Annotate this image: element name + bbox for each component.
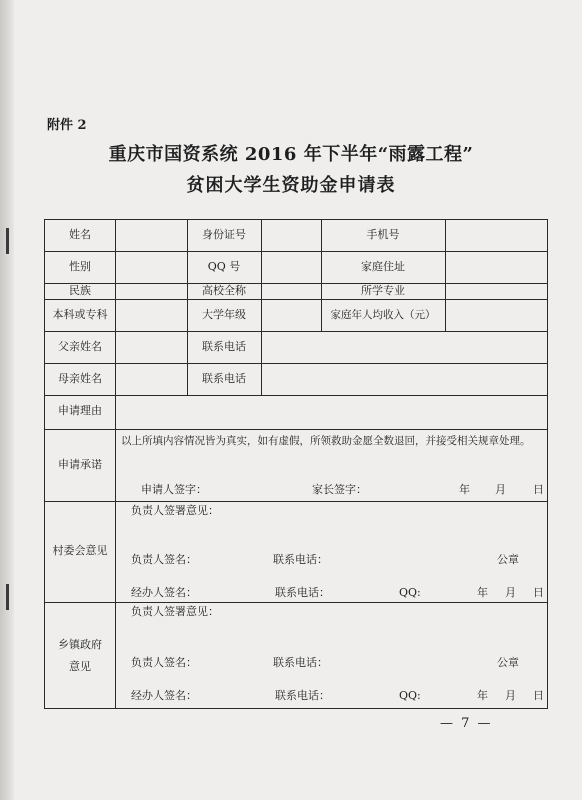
application-form-table (44, 219, 548, 709)
gender-label: 性别 (69, 260, 91, 273)
village-committee-label: 村委会意见 (52, 544, 108, 557)
date-month: 月 (505, 586, 516, 599)
degree-type-label: 本科或专科 (52, 308, 108, 321)
village-opinion-label: 负责人签署意见： (131, 504, 219, 517)
name-label: 姓名 (69, 228, 91, 241)
parent-signature-label: 家长签字： (312, 483, 367, 496)
mother-name-label: 母亲姓名 (58, 372, 102, 385)
township-opinion-sign-label: 负责人签署意见： (131, 605, 219, 618)
village-leader-signature: 负责人签名： (131, 553, 197, 566)
mother-phone-label: 联系电话 (202, 372, 246, 385)
date-day: 日 (533, 586, 544, 599)
township-phone-label: 联系电话： (273, 656, 328, 669)
date-day: 日 (533, 689, 544, 702)
date-year: 年 (459, 483, 470, 496)
township-leader-signature: 负责人签名： (131, 656, 197, 669)
village-handler-phone-label: 联系电话： (275, 586, 330, 599)
township-handler-signature: 经办人签名： (131, 689, 197, 702)
qq-label: QQ 号 (207, 260, 241, 273)
date-year: 年 (477, 689, 488, 702)
major-label: 所学专业 (361, 284, 405, 297)
father-phone-label: 联系电话 (202, 340, 246, 353)
grade-label: 大学年级 (202, 308, 246, 321)
home-address-label: 家庭住址 (361, 260, 405, 273)
binding-shadow (0, 0, 14, 800)
applicant-signature-label: 申请人签字： (141, 483, 207, 496)
document-title-line2: 贫困大学生资助金申请表 (186, 175, 396, 196)
date-month: 月 (495, 483, 506, 496)
township-opinion-label: 意见 (69, 660, 91, 673)
reason-label: 申请理由 (58, 404, 102, 417)
ethnicity-label: 民族 (69, 284, 91, 297)
mobile-label: 手机号 (366, 228, 400, 241)
university-label: 高校全称 (202, 284, 246, 297)
village-seal-label: 公章 (497, 553, 519, 566)
date-day: 日 (533, 483, 544, 496)
commitment-label: 申请承诺 (58, 458, 102, 471)
village-qq-label: QQ: (399, 586, 421, 599)
township-qq-label: QQ: (399, 689, 421, 702)
date-month: 月 (505, 689, 516, 702)
father-name-label: 父亲姓名 (58, 340, 102, 353)
township-government-label: 乡镇政府 (58, 638, 102, 651)
date-year: 年 (477, 586, 488, 599)
township-handler-phone-label: 联系电话： (275, 689, 330, 702)
village-handler-signature: 经办人签名： (131, 586, 197, 599)
id-number-label: 身份证号 (202, 228, 246, 241)
binding-mark (6, 228, 9, 254)
township-seal-label: 公章 (497, 656, 519, 669)
family-income-label: 家庭年人均收入（元） (330, 309, 436, 321)
page-number: — 7 — (440, 716, 493, 731)
commitment-statement: 以上所填内容情况皆为真实，如有虚假，所领救助金愿全数退回，并接受相关规章处理。 (121, 435, 531, 447)
document-title-line1: 重庆市国资系统 2016 年下半年“雨露工程” (108, 144, 474, 165)
binding-mark (6, 584, 9, 610)
attachment-label: 附件 2 (47, 118, 87, 133)
village-phone-label: 联系电话： (273, 553, 328, 566)
